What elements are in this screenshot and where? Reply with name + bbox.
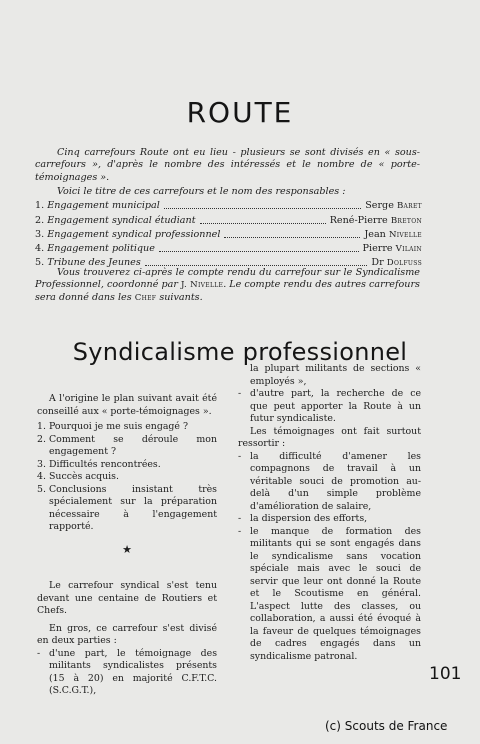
paragraph: En gros, ce carrefour s'est divisé en deux parties : [37,622,217,646]
carrefour-responsable: Serge Baret [365,200,422,212]
list-item: - le manque de formation des militants qui se sont engagés dans le syndicalisme sans vocation spéciale mais avec le souci de servir que leur ont donné la Route et le Scoutisme en général. L'aspect lutte des classes, ou collaboration, a aussi été évoqué à la faveur de quelques témoignages de cadres engagés dans un syndicalisme patronal. [238,525,421,662]
coordinator-name: J. Nivelle [180,280,224,291]
list-item: - d'une part, le témoignage des militants syndicalistes présents (15 à 20) en majorité C.F.T.C. (S.C.G.T.), [37,647,217,696]
paragraph: A l'origine le plan suivant avait été conseillé aux « porte-témoignages ». [37,393,217,417]
carrefour-item [35,240,422,254]
leader-dots [200,222,326,224]
carrefour-title: Engagement syndical étudiant [47,214,196,226]
star-separator-icon: ★ [122,542,132,556]
paragraph: Les témoignages ont fait surtout ressortir : [238,425,421,449]
carrefour-item [35,226,422,240]
carrefour-title: Engagement syndical professionnel [47,228,221,240]
carrefour-number: 2. [35,214,45,226]
right-column [238,363,421,663]
plan-item: 4. Succès acquis. [37,471,119,482]
carrefour-item [35,197,422,211]
leader-dots [159,250,359,252]
copyright-watermark: (c) Scouts de France [325,719,448,733]
carrefour-item [35,211,422,225]
publication-name: Chef [134,292,157,303]
carrefour-title: Engagement municipal [47,200,160,212]
carrefour-number: 5. [35,257,45,269]
intro-text [35,147,420,198]
carrefour-title: Engagement politique [47,243,155,255]
carrefour-responsable: Pierre Vilain [362,243,422,255]
paragraph: Le carrefour syndical s'est tenu devant une centaine de Routiers et Chefs. [37,580,217,616]
outro-part-1: Vous trouverez ci-après le compte rendu du carrefour sur le Syndicalisme Professionnel, coordonné par [35,267,420,291]
carrefour-responsable: René-Pierre Breton [329,214,422,226]
outro-part-2: . Le compte rendu des autres carrefours sera donné dans les [35,279,420,303]
intro-paragraph-2: Voici le titre de ces carrefours et le nom des responsables : [57,185,346,197]
page-number: 101 [429,664,462,684]
intro-paragraph-1: Cinq carrefours Route ont eu lieu - plusieurs se sont divisés en « sous-carrefours », d'après le nombre des intéressés et le nombre de « porte-témoignages ». [35,147,420,183]
leader-dots [224,236,360,238]
page-title: ROUTE [186,96,294,129]
paragraph-continuation: la plupart militants de sections « employés », [250,363,421,387]
carrefour-responsable: Jean Nivelle [364,228,422,240]
left-column [37,393,217,698]
plan-item: 5. Conclusions insistant très spécialement sur la préparation nécessaire à l'engagement rapporté. [37,483,217,532]
outro-text [35,267,420,304]
carrefour-responsable: Dr Dolfuss [371,257,422,269]
list-item: - d'autre part, la recherche de ce que peut apporter la Route à un futur syndicaliste. [238,388,421,424]
carrefour-number: 4. [35,243,45,255]
outro-part-3: suivants. [159,291,203,303]
plan-item: 1. Pourquoi je me suis engagé ? [37,421,188,432]
list-item: - la dispersion des efforts, [238,513,368,524]
carrefours-list [35,197,422,268]
leader-dots [164,207,361,209]
carrefour-number: 3. [35,228,45,240]
list-item: - la difficulté d'amener les compagnons de travail à un véritable souci de promotion au-delà d'un simple problème d'amélioration de salaire, [238,450,421,512]
plan-item: 3. Difficultés rencontrées. [37,458,161,470]
carrefour-number: 1. [35,200,45,212]
carrefour-title: Tribune des Jeunes [47,257,141,269]
plan-item: 2. Comment se déroule mon engagement ? [37,433,217,457]
section-title: Syndicalisme professionnel [72,338,408,366]
